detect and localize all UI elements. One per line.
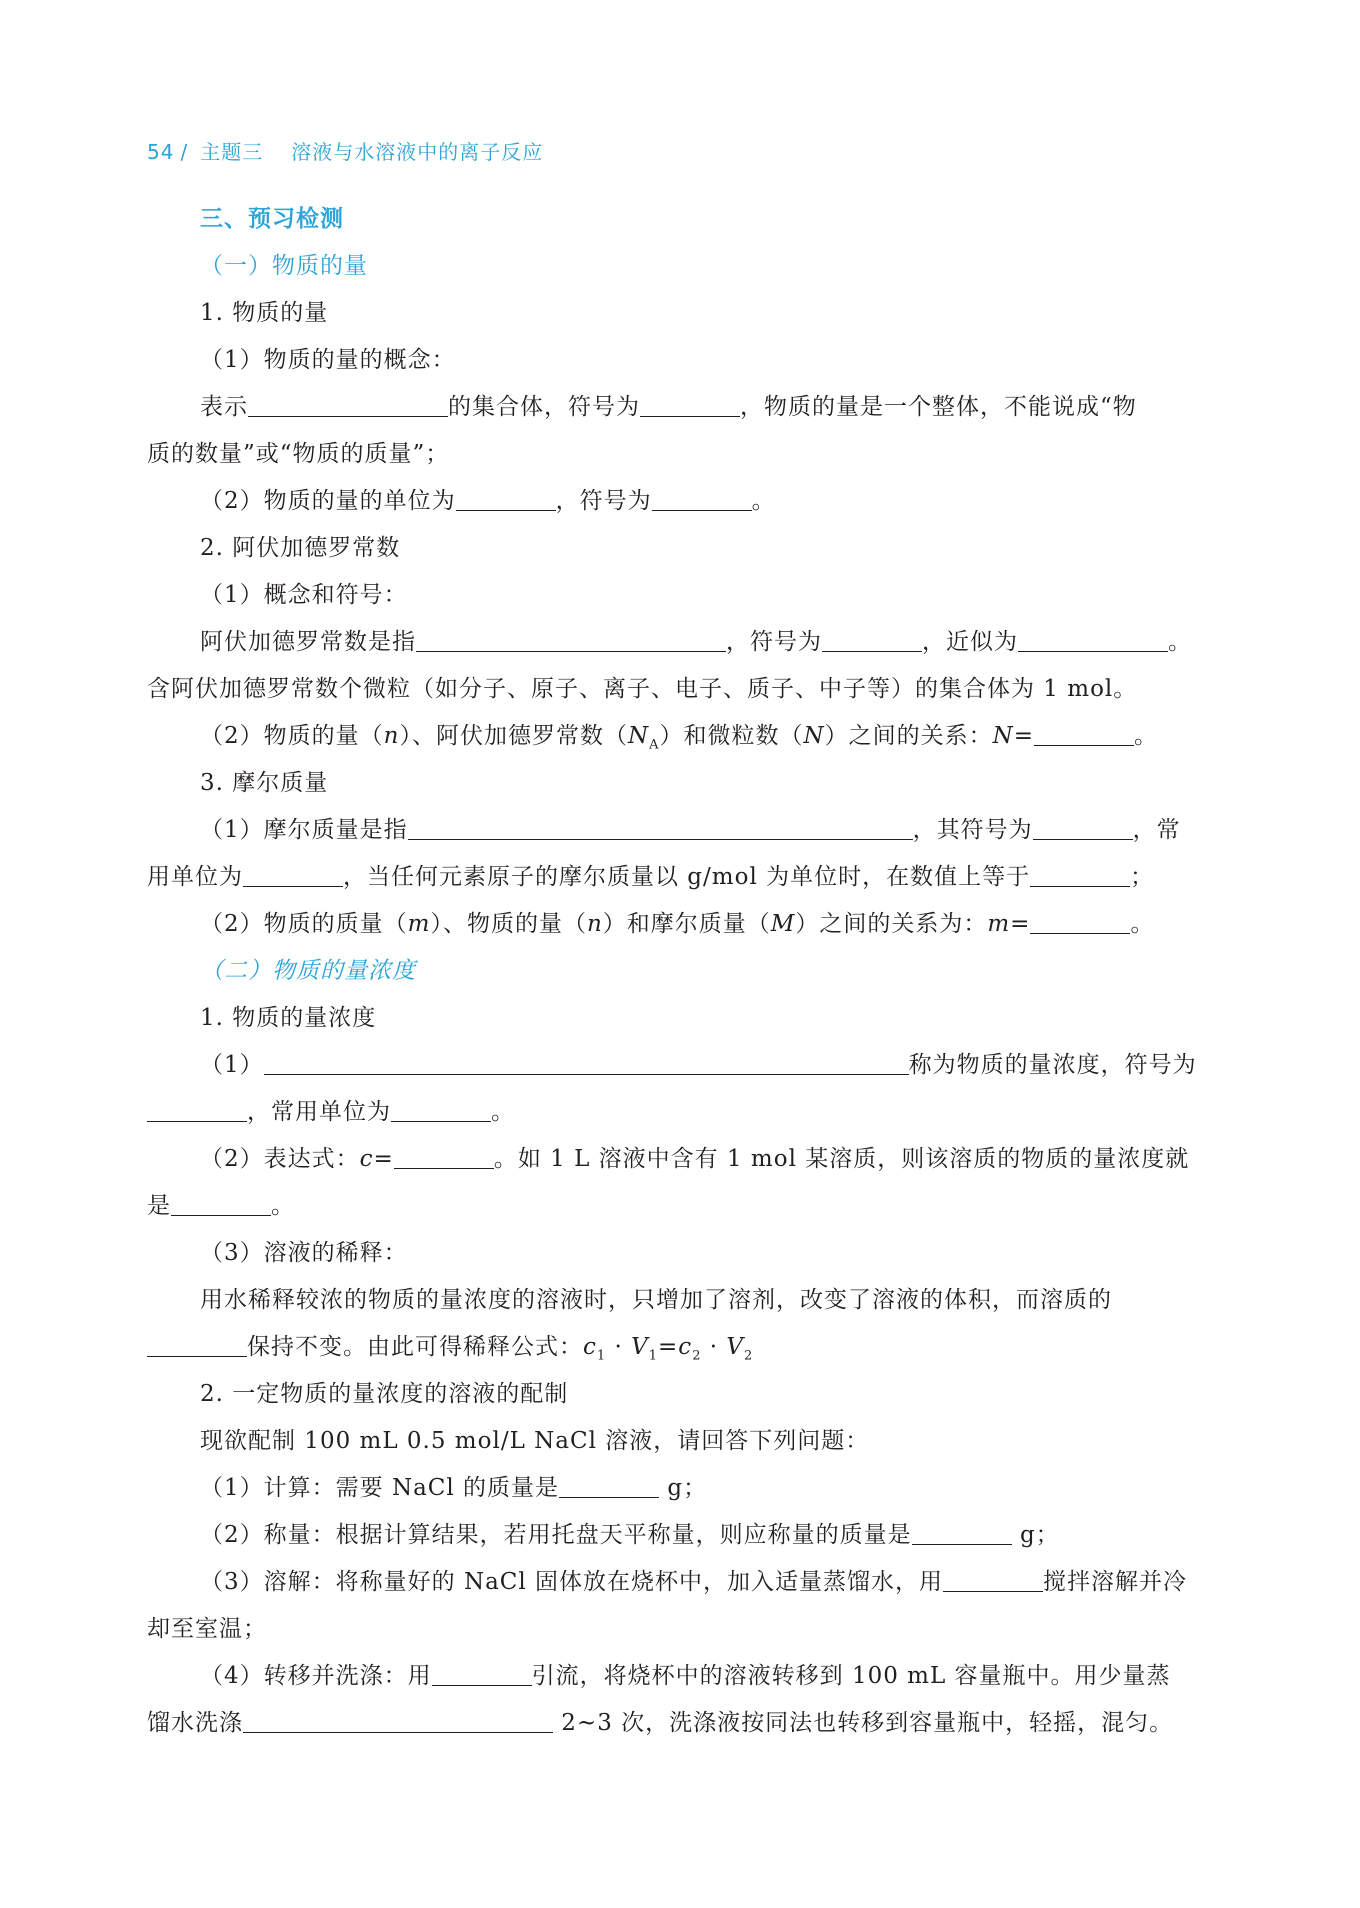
text-line: （4）转移并洗涤：用 引流，将烧杯中的溶液转移到 100 mL 容量瓶中。用少量蒸 [200,1663,1171,1689]
answer-blank[interactable] [559,1475,659,1498]
item-heading: 2. 一定物质的量浓度的溶液的配制 [200,1381,569,1407]
text-line: 却至室温； [147,1616,267,1642]
text-line: 含阿伏加德罗常数个微粒（如分子、原子、离子、电子、质子、中子等）的集合体为 1 mol。 [147,676,1138,702]
subsection-title: （一）物质的量 [200,253,368,279]
text-line: （3）溶解：将称量好的 NaCl 固体放在烧杯中，加入适量蒸馏水，用 搅拌溶解并冷 [200,1569,1188,1595]
item-heading: 1. 物质的量浓度 [200,1005,377,1031]
header-chapter: 溶液与水溶液中的离子反应 [291,140,544,164]
header-topic: 主题三 [200,140,264,164]
text-line: 质的数量”或“物质的质量”； [147,441,450,467]
text-line: （2）物质的量（n）、阿伏加德罗常数$(N_A)$和微粒数（N）之间的关系：N= 。 [200,723,1159,753]
text-line: （1） 称为物质的量浓度，符号为 [200,1052,1197,1078]
section-title: 三、预习检测 [200,206,344,232]
answer-blank[interactable] [416,629,726,652]
page-content [147,196,1225,1747]
answer-blank[interactable] [243,864,343,887]
text-line: （2）称量：根据计算结果，若用托盘天平称量，则应称量的质量是 g； [200,1522,1060,1548]
answer-blank[interactable] [248,394,448,417]
item-heading: 1. 物质的量 [200,300,329,326]
answer-blank[interactable] [1033,817,1133,840]
page-number: 54 [147,140,175,164]
answer-blank[interactable] [391,1099,491,1122]
text-line: 表示 的集合体，符号为 ，物质的量是一个整体，不能说成“物 [200,394,1137,420]
answer-blank[interactable] [408,817,913,840]
item-heading: 2. 阿伏加德罗常数 [200,535,401,561]
text-line: 馏水洗涤 2~3 次，洗涤液按同法也转移到容量瓶中，轻摇，混匀。 [147,1710,1174,1736]
header-slash: / [180,140,189,164]
text-line: （2）物质的质量（m）、物质的量（n）和摩尔质量（M）之间的关系为：m= 。 [200,911,1155,937]
answer-blank[interactable] [822,629,922,652]
answer-blank[interactable] [1034,723,1134,746]
answer-blank[interactable] [1030,911,1130,934]
answer-blank[interactable] [943,1569,1043,1592]
text-line: 现欲配制 100 mL 0.5 mol/L NaCl 溶液，请回答下列问题： [200,1428,870,1454]
answer-blank[interactable] [432,1663,532,1686]
text-line: （1）计算：需要 NaCl 的质量是 g； [200,1475,708,1501]
answer-blank[interactable] [912,1522,1012,1545]
answer-blank[interactable] [147,1334,247,1357]
text-line: （2）表达式：c= 。如 1 L 溶液中含有 1 mol 某溶质，则该溶质的物质的量浓度就 [200,1146,1190,1172]
answer-blank[interactable] [1018,629,1168,652]
item-heading: 3. 摩尔质量 [200,770,329,796]
item-subheading: （1）概念和符号： [200,582,408,608]
text-line: （2）物质的量的单位为 ，符号为 。 [200,488,776,514]
answer-blank[interactable] [147,1099,247,1122]
answer-blank[interactable] [171,1193,271,1216]
answer-blank[interactable] [1030,864,1130,887]
text-line: 用水稀释较浓的物质的量浓度的溶液时，只增加了溶剂，改变了溶液的体积，而溶质的 [200,1287,1112,1313]
answer-blank[interactable] [394,1146,494,1169]
answer-blank[interactable] [640,394,740,417]
subsection-title: （二）物质的量浓度 [200,958,416,984]
item-subheading: （1）物质的量的概念： [200,347,456,373]
answer-blank[interactable] [456,488,556,511]
text-line: 保持不变。由此可得稀释公式：$c_1 \cdot V_1=c_2 \cdot V_2$ [147,1324,1225,1371]
item-subheading: （3）溶液的稀释： [200,1240,408,1266]
text-line: 是 。 [147,1193,295,1219]
answer-blank[interactable] [264,1052,909,1075]
answer-blank[interactable] [652,488,752,511]
answer-blank[interactable] [243,1710,553,1733]
text-line: ，常用单位为 。 [147,1089,1225,1136]
page-header [147,136,543,165]
text-line: 阿伏加德罗常数是指 ，符号为 ，近似为 。 [200,629,1192,655]
text-line: （1）摩尔质量是指 ，其符号为 ，常 [200,817,1181,843]
text-line: 用单位为 ，当任何元素原子的摩尔质量以 g/mol 为单位时，在数值上等于 ； [147,864,1155,890]
